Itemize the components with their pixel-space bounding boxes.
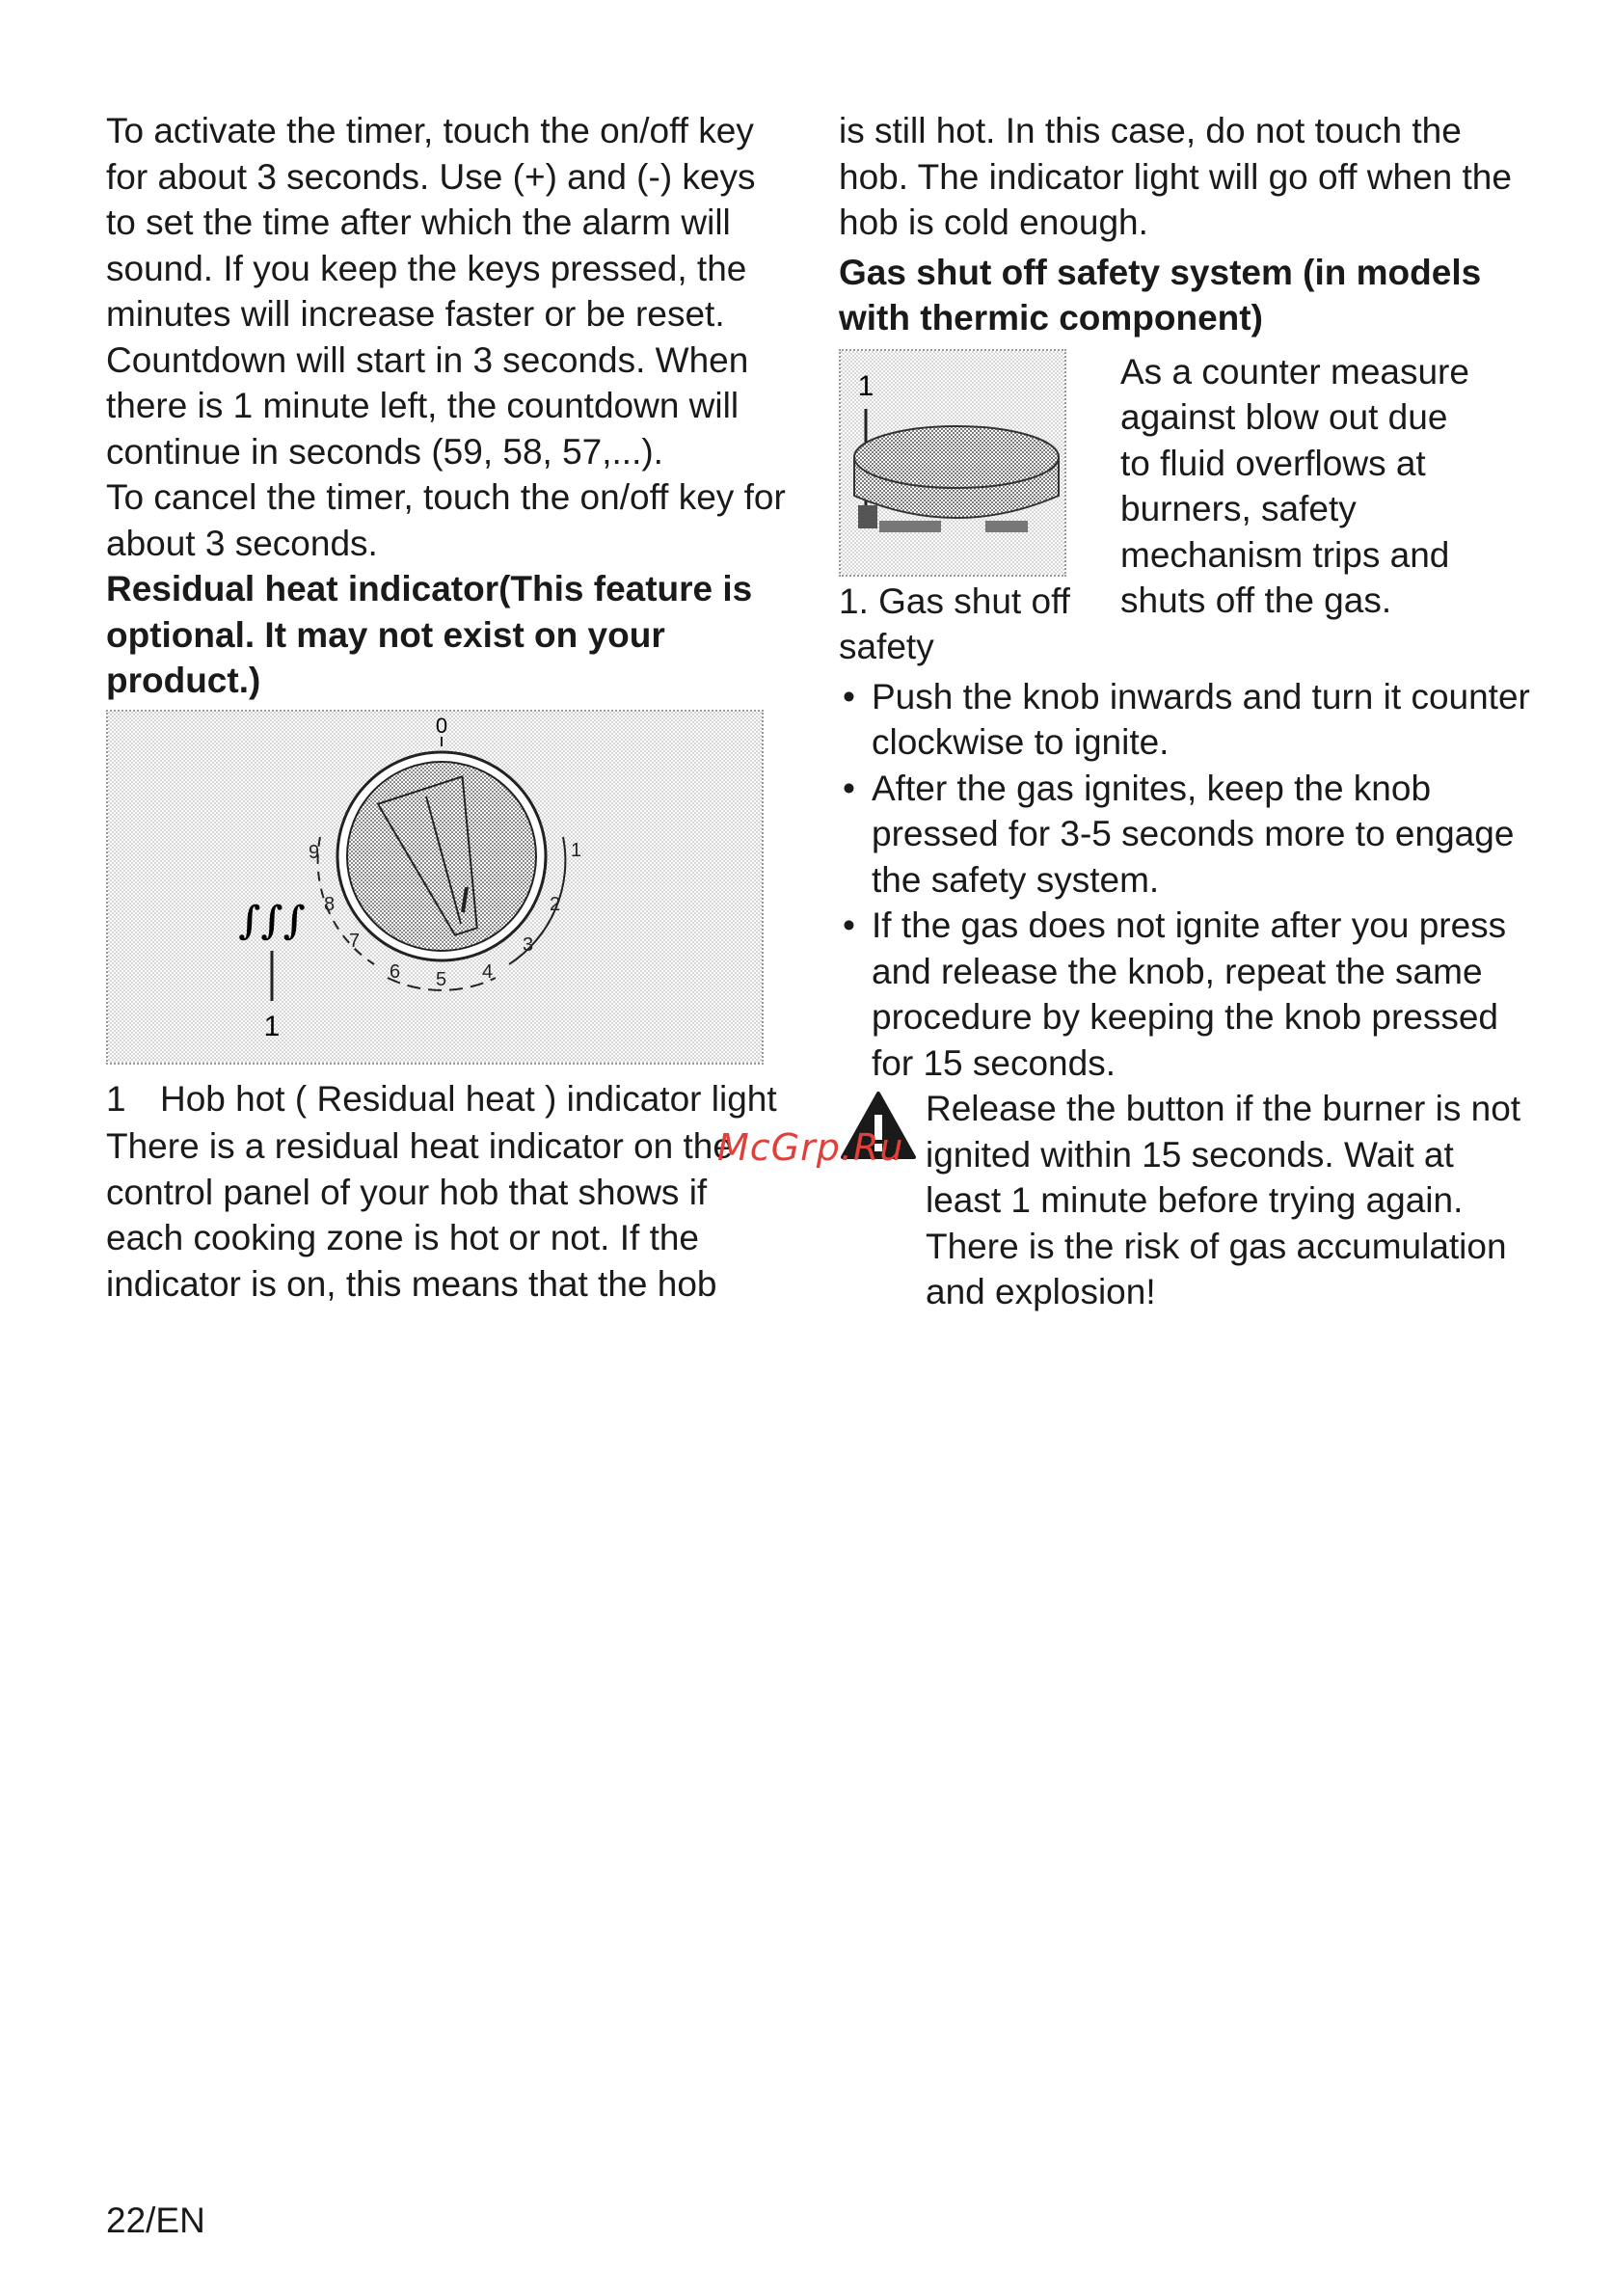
warning-block [839,1086,1533,1315]
dial-number-9: 9 [309,841,320,863]
dial-number-2: 2 [550,893,561,915]
residual-heat-icon: ∫∫∫ [238,897,306,943]
list-item [839,766,1533,904]
watermark: McGrp.Ru [717,1126,904,1169]
dial-number-5: 5 [436,968,447,990]
dial-number-8: 8 [324,893,336,915]
warning-text: Release the button if the burner is not ignited within 15 seconds. Wait at least 1 minute before trying again. There is the risk of gas accumulation and explosion! [926,1089,1521,1311]
list-item-text: If the gas does not ignite after you press and release the knob, repeat the same procedure by keeping the knob pressed for 15 seconds. [872,905,1507,1083]
gas-shutoff-heading: Gas shut off safety system (in models with thermic component) [839,252,1482,338]
gas-figure-block [839,349,1533,670]
ignition-steps-list [839,674,1533,1087]
burner-callout-label: 1 [857,369,874,402]
dial-zero-label: 0 [435,713,448,738]
gas-figure-text [1120,349,1533,670]
dial-number-1: 1 [571,839,582,861]
gas-burner-figure [839,349,1066,577]
continued-paragraph: is still hot. In this case, do not touch the hob. The indicator light will go off when the hob is cold enough. [839,111,1512,242]
gas-figure-caption: 1. Gas shut off safety [839,581,1070,666]
dial-number-3: 3 [523,933,534,956]
bullet-icon: • [843,676,855,716]
list-item-text: Push the knob inwards and turn it counter clockwise to ignite. [872,676,1530,762]
bullet-icon: • [843,905,855,945]
bullet-icon: • [843,768,855,808]
gas-figure-description: As a counter measure against blow out due to fluid overflows at burners, safety mechanism trips and shuts off the gas. [1120,351,1469,620]
figure-legend [106,1076,791,1122]
gas-figure-left [839,349,1120,670]
list-item [839,674,1533,766]
dial-number-4: 4 [482,960,494,983]
warning-triangle-icon [839,1086,926,1315]
page-number: 22/EN [106,2201,205,2240]
legend-number: 1 [106,1078,126,1119]
burner-diagram [841,351,1064,575]
legend-text: Hob hot ( Residual heat ) indicator light [160,1078,777,1119]
knob-diagram [108,712,762,1063]
callout-label: 1 [263,1010,281,1042]
residual-heat-heading: Residual heat indicator(This feature is optional. It may not exist on your product.) [106,569,753,700]
dial-number-6: 6 [390,960,401,983]
list-item [839,903,1533,1086]
timer-paragraph-2: To cancel the timer, touch the on/off key for about 3 seconds. [106,477,786,563]
dial-number-7: 7 [349,930,361,952]
residual-paragraph: There is a residual heat indicator on the control panel of your hob that shows if each cooking zone is hot or not. If the indicator is on, this means that the hob [106,1126,733,1304]
left-column [106,108,791,1307]
right-column [839,108,1533,1315]
list-item-text: After the gas ignites, keep the knob pressed for 3-5 seconds more to engage the safety system. [872,768,1515,900]
knob-figure [106,710,764,1065]
timer-paragraph-1: To activate the timer, touch the on/off key for about 3 seconds. Use (+) and (-) keys to set the time after which the alarm will sound. If you keep the keys pressed, the minutes will increase faster or be reset. Countdown will start in 3 seconds. When there is 1 minute left, the countdown will continue in seconds (59, 58, 57,...). [106,111,756,472]
